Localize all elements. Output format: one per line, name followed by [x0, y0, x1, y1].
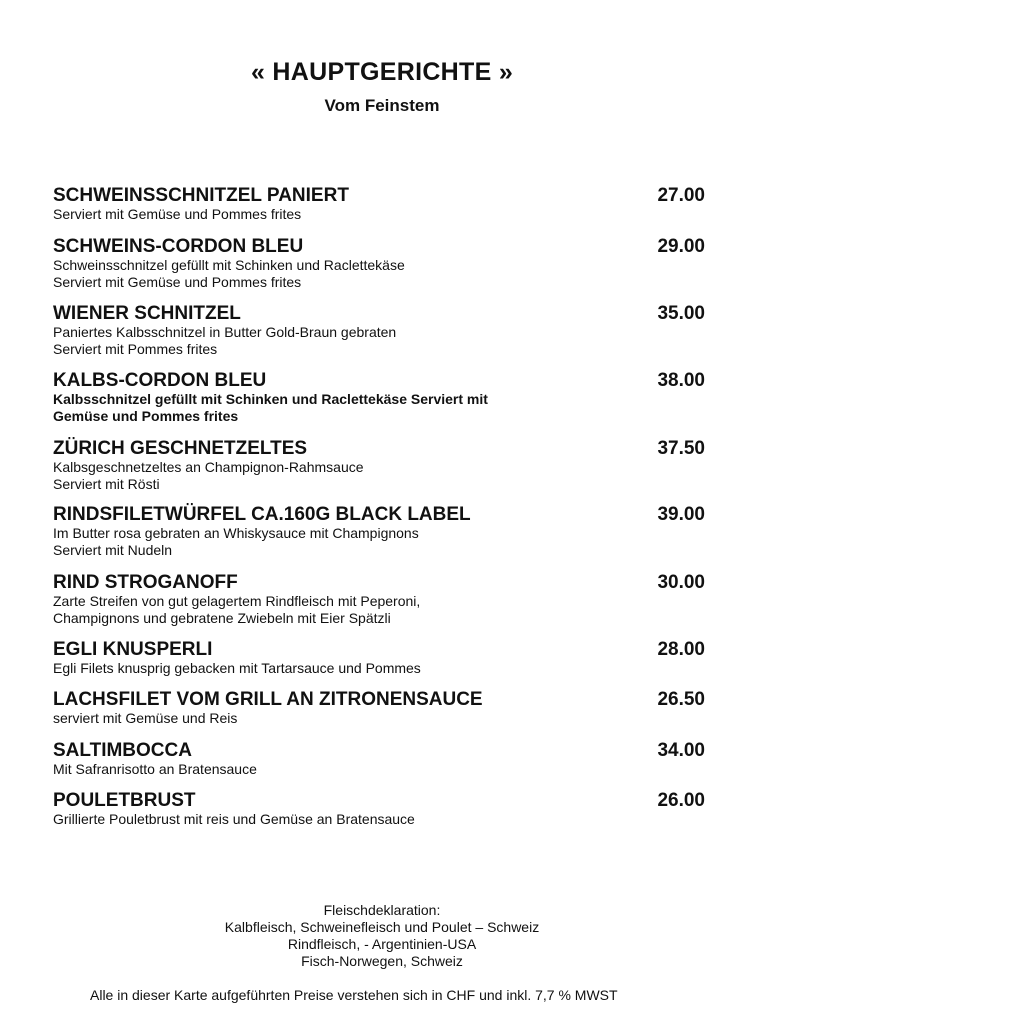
vat-note: Alle in dieser Karte aufgeführten Preise verstehen sich in CHF und inkl. 7,7 % MWST: [90, 987, 618, 1003]
declaration-line: Kalbfleisch, Schweinefleisch und Poulet – Schweiz: [224, 919, 540, 935]
item-price: 28.00: [657, 639, 705, 660]
item-name: KALBS-CORDON BLEU: [53, 370, 267, 391]
item-name: SCHWEINS-CORDON BLEU: [53, 236, 304, 257]
item-name: RINDSFILETWÜRFEL CA.160G BLACK LABEL: [53, 504, 471, 525]
declaration-line: Fisch-Norwegen, Schweiz: [301, 953, 463, 969]
item-price: 39.00: [657, 504, 705, 525]
item-description: Gemüse und Pommes frites: [53, 408, 239, 424]
item-name: SCHWEINSSCHNITZEL PANIERT: [53, 185, 349, 206]
item-price: 38.00: [657, 370, 705, 391]
item-price: 37.50: [657, 438, 705, 459]
item-price: 27.00: [657, 185, 705, 206]
item-description: Kalbsgeschnetzeltes an Champignon-Rahmsauce: [53, 459, 364, 475]
menu-item: [53, 303, 713, 358]
item-name: EGLI KNUSPERLI: [53, 639, 213, 660]
item-name: RIND STROGANOFF: [53, 572, 238, 593]
item-price: 34.00: [657, 740, 705, 761]
menu-item: [53, 740, 713, 778]
menu-item: [53, 370, 713, 425]
menu-title: « HAUPTGERICHTE »: [250, 58, 514, 86]
item-name: SALTIMBOCCA: [53, 740, 192, 761]
meat-declaration: [0, 902, 764, 970]
declaration-line: Rindfleisch, - Argentinien-USA: [287, 936, 477, 952]
item-description: Egli Filets knusprig gebacken mit Tartarsauce und Pommes: [53, 660, 421, 676]
item-name: POULETBRUST: [53, 790, 196, 811]
item-description: Paniertes Kalbsschnitzel in Butter Gold-Braun gebraten: [53, 324, 397, 340]
item-description: Serviert mit Gemüse und Pommes frites: [53, 206, 302, 222]
item-description: Kalbsschnitzel gefüllt mit Schinken und Raclettekäse Serviert mit: [53, 391, 488, 407]
menu-subtitle: Vom Feinstem: [324, 96, 440, 115]
item-price: 29.00: [657, 236, 705, 257]
item-description: Serviert mit Gemüse und Pommes frites: [53, 274, 302, 290]
item-name: ZÜRICH GESCHNETZELTES: [53, 438, 308, 459]
item-price: 26.00: [657, 790, 705, 811]
menu-item: [53, 438, 713, 493]
item-description: Grillierte Pouletbrust mit reis und Gemüse an Bratensauce: [53, 811, 415, 827]
menu-item: [53, 504, 713, 559]
item-description: Serviert mit Rösti: [53, 476, 160, 492]
item-name: LACHSFILET VOM GRILL AN ZITRONENSAUCE: [53, 689, 483, 710]
item-description: Schweinsschnitzel gefüllt mit Schinken und Raclettekäse: [53, 257, 405, 273]
menu-item: [53, 236, 713, 291]
item-price: 30.00: [657, 572, 705, 593]
item-description: Mit Safranrisotto an Bratensauce: [53, 761, 257, 777]
item-price: 26.50: [657, 689, 705, 710]
menu-item: [53, 639, 713, 677]
menu-item: [53, 185, 713, 223]
menu-item: [53, 572, 713, 627]
item-price: 35.00: [657, 303, 705, 324]
item-description: Serviert mit Pommes frites: [53, 341, 218, 357]
item-name: WIENER SCHNITZEL: [53, 303, 241, 324]
menu-item: [53, 689, 713, 727]
item-description: Im Butter rosa gebraten an Whiskysauce mit Champignons: [53, 525, 419, 541]
item-description: Serviert mit Nudeln: [53, 542, 173, 558]
menu-item: [53, 790, 713, 828]
item-description: Zarte Streifen von gut gelagertem Rindfleisch mit Peperoni,: [53, 593, 421, 609]
declaration-heading: Fleischdeklaration:: [323, 902, 441, 918]
item-description: serviert mit Gemüse und Reis: [53, 710, 238, 726]
item-description: Champignons und gebratene Zwiebeln mit Eier Spätzli: [53, 610, 391, 626]
